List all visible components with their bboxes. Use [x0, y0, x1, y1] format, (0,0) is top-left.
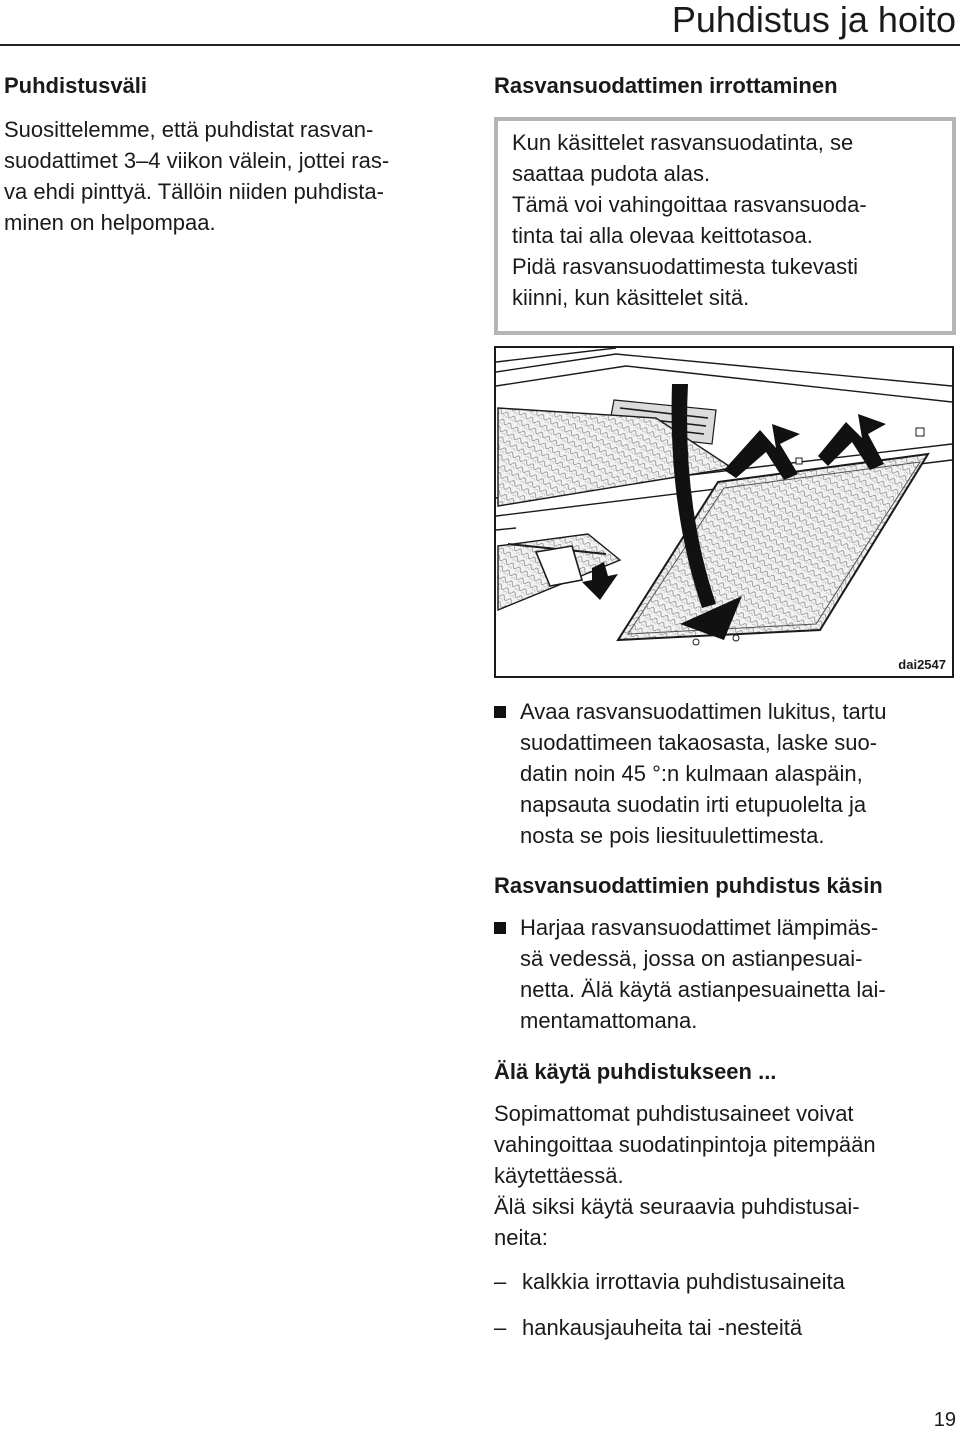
- filter-removal-section: [494, 70, 956, 102]
- page-number: 19: [933, 1409, 956, 1431]
- filter-removal-illustration: [494, 346, 954, 678]
- dash-bullet: –: [494, 1269, 507, 1294]
- step-line: Avaa rasvansuodattimen lukitus, tartu: [520, 699, 887, 724]
- cleaning-interval-text: [4, 114, 474, 238]
- text-line: minen on helpompaa.: [4, 210, 216, 235]
- page-header-title: Puhdistus ja hoito: [671, 0, 956, 40]
- list-item-text: hankausjauheita tai -nesteitä: [522, 1315, 803, 1340]
- step-line: datin noin 45 °:n kulmaan alaspäin,: [520, 761, 863, 786]
- text-line: käytettäessä.: [494, 1163, 624, 1188]
- figure-code: dai2547: [898, 657, 946, 672]
- warning-line: kiinni, kun käsittelet sitä.: [512, 285, 750, 310]
- hood-filter-drawing: [496, 348, 952, 676]
- warning-line: Kun käsittelet rasvansuodatinta, se: [512, 130, 854, 155]
- text-line: Sopimattomat puhdistusaineet voivat: [494, 1101, 854, 1126]
- text-line: vahingoittaa suodatinpintoja pitempään: [494, 1132, 876, 1157]
- cleaning-interval-heading: Puhdistusväli: [4, 73, 148, 98]
- filter-removal-heading: Rasvansuodattimen irrottaminen: [494, 73, 838, 98]
- text-line: va ehdi pinttyä. Tällöin niiden puhdista-: [4, 179, 384, 204]
- bullet-square-icon: [494, 922, 506, 934]
- bullet-square-icon: [494, 706, 506, 718]
- removal-step: [494, 696, 956, 851]
- do-not-use-heading: Älä käytä puhdistukseen ...: [494, 1059, 777, 1084]
- hand-cleaning-step: [494, 912, 956, 1036]
- step-line: napsauta suodatin irti etupuolelta ja: [520, 792, 867, 817]
- text-line: Suosittelemme, että puhdistat rasvan-: [4, 117, 374, 142]
- step-line: suodattimeen takaosasta, laske suo-: [520, 730, 878, 755]
- step-line: nosta se pois liesituulettimesta.: [520, 823, 825, 848]
- step-line: sä vedessä, jossa on astianpesuai-: [520, 946, 863, 971]
- dash-bullet: –: [494, 1315, 507, 1340]
- text-line: neita:: [494, 1225, 548, 1250]
- hand-cleaning-heading: Rasvansuodattimien puhdistus käsin: [494, 873, 883, 898]
- warning-line: saattaa pudota alas.: [512, 161, 711, 186]
- warning-box: [494, 117, 956, 335]
- text-line: suodattimet 3–4 viikon välein, jottei ras-: [4, 148, 390, 173]
- step-line: netta. Älä käytä astianpesuainetta lai-: [520, 977, 886, 1002]
- warning-line: Pidä rasvansuodattimesta tukevasti: [512, 254, 859, 279]
- cleaning-interval-section: [4, 70, 474, 238]
- warning-line: Tämä voi vahingoittaa rasvansuoda-: [512, 192, 867, 217]
- warning-line: tinta tai alla olevaa keittotasoa.: [512, 223, 813, 248]
- step-line: mentamattomana.: [520, 1008, 698, 1033]
- list-item-text: kalkkia irrottavia puhdistusaineita: [522, 1269, 845, 1294]
- text-line: Älä siksi käytä seuraavia puhdistusai-: [494, 1194, 860, 1219]
- do-not-use-text: [494, 1098, 956, 1253]
- header-divider: [0, 44, 960, 46]
- step-line: Harjaa rasvansuodattimet lämpimäs-: [520, 915, 879, 940]
